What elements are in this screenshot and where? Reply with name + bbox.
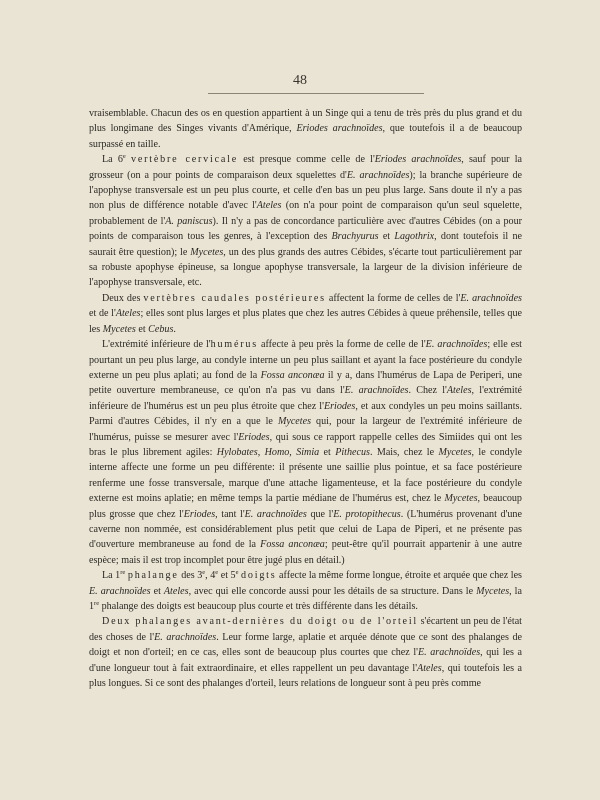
italic-text: Ateles [256,200,282,212]
italic-text: Fossa anconæa [260,539,325,551]
italic-text: E. arachnoïdes [425,339,488,351]
italic-text: Eriodes [238,431,270,443]
text-run: des 3 [178,570,203,582]
text-run: , dont toutefois il ne saurait être question); le [89,231,522,258]
italic-text: Eriodes [183,508,216,520]
paragraph [89,152,522,291]
text-run: , que toutefois il a de beaucoup surpassé en taille. [89,123,522,150]
italic-text: E. arachnoïdes [344,385,409,397]
text-run: et [150,585,164,597]
text-run: Deux des [102,292,144,304]
spaced-term: humérus [210,339,258,351]
text-run: affecte la même forme longue, étroite et arquée que chez les [276,570,522,582]
italic-text: Ateles [163,585,189,597]
superscript-text: e [122,153,126,161]
text-run: , qui sous ce rapport rappelle celles des Simiides qui ont les bras le plus librement agiles: [89,431,522,458]
text-run: , [257,446,265,458]
italic-text: Eriodes [323,400,356,412]
italic-text: Lagothrix [394,231,435,243]
italic-text: E. protopithecus [333,508,401,520]
text-run: , qui les a d'une longueur tout à fait extraordinaire, et elles rappellent un peu davantage l' [89,647,522,674]
italic-text: Ateles [417,662,442,674]
text-run: . Chez l' [408,385,447,397]
text-run: . Leur forme large, aplatie et arquée dénote que ce sont des phalanges de doigt et non d'orteil; en ce cas, elles sont de beaucoup plus courtes que chez l' [89,631,522,659]
text-run: affectent la forme de celles de l' [325,292,461,304]
body-text [89,106,522,691]
text-run: , et aux condyles un peu moins saillants. Parmi d'autres Cébides, il n'y en a que le [89,400,522,428]
text-run: ). Il n'y a pas de concordance particulière avec d'autres Cébides (on a pour points de comparaison tous les genres, à l'exception des [89,215,522,243]
italic-text: Eriodes arachnoïdes [296,123,383,135]
spaced-term: vertèbre cervicale [130,154,239,166]
italic-text: Mycetes [444,493,478,505]
header-rule [208,93,424,94]
italic-text: Mycetes [277,416,311,428]
text-run: ); la branche supérieure de l'apophyse transversale est un peu plus courte, et celle d'en bas un peu plus large. Sans doute il n'y a pas non plus de différence notable d'avec l' [89,169,522,212]
text-run: est presque comme celle de l' [238,154,375,166]
text-run: phalange des doigts est beaucoup plus courte et très différente dans les détails. [99,601,418,612]
text-run: , sauf pour la grosseur (on a pour points de comparaison deux squelettes d' [89,154,522,181]
text-run: . Mais, chez le [369,446,439,458]
text-run: , beaucoup plus grosse que chez l' [89,493,522,520]
text-run: il y a, dans l'humérus de Lapa de Periperi, une petite ouverture membraneuse, ce qu'on n'a pas vu dans l' [89,369,522,397]
spaced-term: Deux phalanges avant-dernières du doigt ou de l'orteil [102,616,419,628]
italic-text: Mycetes [476,585,510,597]
text-run: , un des plus grands des autres Cébides, s'écarte tout particulièrement par sa robuste apophyse épineuse, sa longue apophyse transversale, la largeur de la division inférieure de l'apophyse transversale, etc. [89,246,522,289]
italic-text: Brachyurus [331,231,379,243]
text-run: ; peut-être qu'il pourrait appartenir à une autre espèce; mais il est trop incomplet pour être jugé plus en détail.) [89,539,522,566]
text-run: vraisemblable. Chacun des os en question appartient à un Singe qui a tenu de très près du plus grand et du plus longimane des Singes vivants d'Amérique, [89,108,522,135]
text-run: . (L'humérus provenant d'une caverne non nommée, est considérablement plus petit que celui de Lapa de Piperi, et ne présente pas d'ouverture membraneuse au fond de la [89,508,522,551]
italic-text: E. arachnoïdes [89,585,151,597]
italic-text: Ateles [446,385,472,397]
page-number: 48 [293,73,307,88]
text-run: ; elle est pourtant un peu plus large, au condyle interne un peu plus saillant et ayant la face postérieure du condyle externe un peu plus aplati; au fond de la [89,339,522,381]
italic-text: Simia [296,446,320,458]
italic-text: Mycetes [438,446,472,458]
text-run: qui, pour la largeur de l'extrémité inférieure de l'humérus, puisse se mesurer avec l' [89,416,523,443]
text-run: , 4 [205,570,216,582]
text-run: . [173,323,176,335]
spaced-term: phalange [127,570,179,582]
text-run: La 6 [102,154,123,166]
italic-text: Ateles [115,308,141,320]
italic-text: Hylobates [216,446,258,458]
superscript-text: e [202,569,206,577]
text-run: affecte à peu près la forme de celle de l' [257,339,426,351]
text-run: et de l' [89,308,116,320]
text-run: et [378,231,395,243]
italic-text: Mycetes [102,323,136,335]
italic-text: Mycetes [190,246,224,258]
spaced-term: doigts [241,570,277,582]
text-run: , tant l' [215,508,245,520]
paragraph [89,614,522,691]
paragraph [89,337,522,568]
text-run: s'écartent un peu de l'état des choses de l' [89,616,522,643]
text-run: , le condyle interne affecte une forme un peu différente: il présente une saillie plus pointue, et sa face postérieure renferme une fosse transversale, marque d'une attache ligamenteuse, et la face postérieure du condyle externe est moins aplatie; en même temps la partie médiane de l'humérus est, chez le [89,446,522,505]
italic-text: Eriodes arachnoïdes [374,154,462,166]
text-run: L'extrémité inférieure de l' [102,339,211,351]
superscript-text: re [94,600,100,607]
text-run: que l' [306,508,334,520]
text-run: et 5 [218,570,236,582]
italic-text: E. arachnoïdes [417,647,481,659]
text-run: , avec qui elle concorde aussi pour les détails de sa structure. Dans le [188,585,477,597]
italic-text: E. arachnoïdes [460,292,522,304]
italic-text: E. arachnoïdes [154,631,217,643]
text-run: (on n'a pour point de comparaison qu'un seul squelette, probablement de l' [89,200,522,227]
text-run: La 1 [102,570,121,582]
text-run: , qui toutefois les a plus longues. Si ce sont des phalanges d'orteil, leurs relations de longueur sont à peu près comme [89,662,523,690]
paragraph [89,568,522,614]
paragraph [89,106,522,152]
text-run: et [135,323,149,335]
text-run: , [289,446,297,458]
italic-text: Pithecus [335,446,370,458]
italic-text: Homo [264,446,290,458]
text-run: ; elles sont plus larges et plus plates que chez les autres Cébides à queue préhensile, telles que les [89,308,523,335]
italic-text: Fossa anconæa [260,369,325,381]
italic-text: E. arachnoïdes [244,508,307,520]
paragraph [89,291,522,337]
text-run: , l'extrémité inférieure de l'humérus est un peu plus étroite que chez l' [89,385,522,412]
spaced-term: vertèbres caudales postérieures [143,292,326,304]
superscript-text: e [235,569,239,577]
superscript-text: re [120,569,126,577]
italic-text: Cebus [148,323,174,335]
superscript-text: e [215,569,219,577]
italic-text: A. paniscus [165,215,213,227]
text-run: et [319,446,336,458]
italic-text: E. arachnoïdes [346,169,410,181]
text-run: , la 1 [89,585,522,612]
